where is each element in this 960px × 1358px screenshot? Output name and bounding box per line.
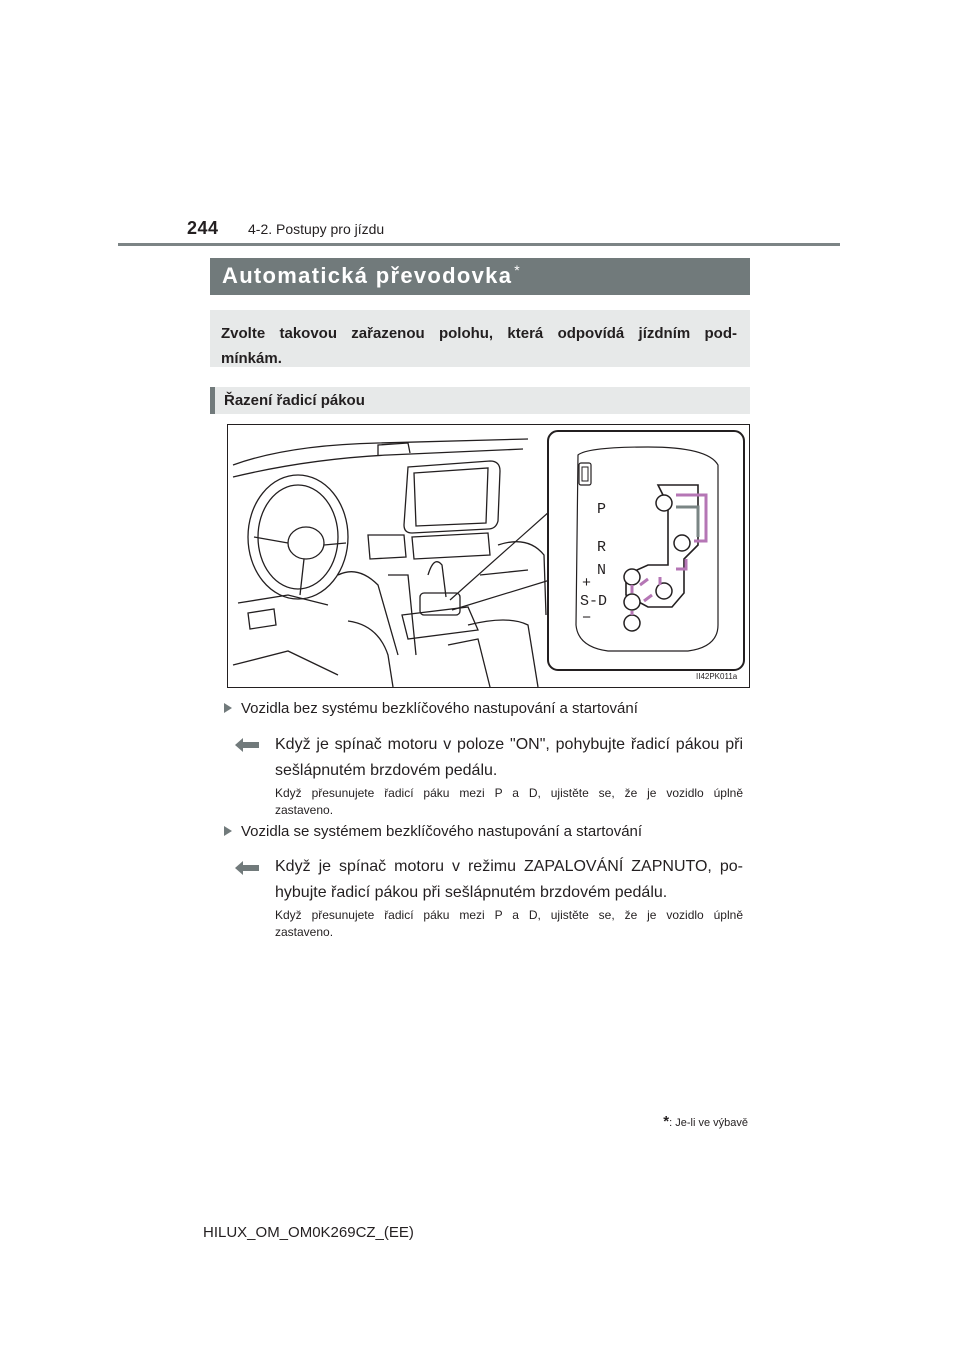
step-text: Když je spínač motoru v poloze "ON", pohybujte řadicí pákou při sešlápnutém brzdovém pedálu. bbox=[275, 736, 743, 779]
figure-code: II42PK011a bbox=[696, 672, 738, 681]
footnote-text: : Je-li ve výbavě bbox=[669, 1117, 748, 1129]
gate-label-r: R bbox=[597, 539, 607, 556]
illustration-svg bbox=[228, 425, 751, 689]
document-code: HILUX_OM_OM0K269CZ_(EE) bbox=[203, 1224, 414, 1241]
section-header: 4-2. Postupy pro jízdu bbox=[248, 221, 385, 237]
step-text: Když je spínač motoru v režimu ZAPALOVÁNÍ ZAPNUTO, po-hybujte řadicí pákou při sešlápnutém brzdovém pedálu. bbox=[275, 858, 743, 901]
note-text: Když přesunujete řadicí páku mezi P a D, ujistěte se, že je vozidlo úplně zastaveno. bbox=[275, 908, 743, 939]
bullet-text: Vozidla bez systému bezklíčového nastupování a startování bbox=[241, 700, 638, 717]
gate-label-plus: + bbox=[582, 575, 592, 592]
intro-text: Zvolte takovou zařazenou polohu, která odpovídá jízdním pod-mínkám. bbox=[221, 325, 737, 367]
left-arrow-icon bbox=[234, 860, 260, 876]
subheading-text: Řazení řadicí pákou bbox=[224, 392, 365, 409]
bullet-item-keyless bbox=[224, 823, 642, 840]
gate-label-p: P bbox=[597, 501, 607, 518]
gate-label-n: N bbox=[597, 562, 607, 579]
leader-lines bbox=[450, 511, 550, 610]
footnote bbox=[620, 1113, 748, 1130]
triangle-bullet-icon bbox=[224, 826, 232, 836]
shift-lever-illustration bbox=[227, 424, 750, 688]
triangle-bullet-icon bbox=[224, 703, 232, 713]
bullet-text: Vozidla se systémem bezklíčového nastupování a startování bbox=[241, 823, 643, 840]
subheading-bar bbox=[210, 387, 750, 414]
footnote-asterisk: * bbox=[663, 1113, 670, 1130]
intro-box bbox=[210, 310, 750, 367]
page-title bbox=[222, 263, 521, 289]
note-text: Když přesunujete řadicí páku mezi P a D, ujistěte se, že je vozidlo úplně zastaveno. bbox=[275, 786, 743, 817]
header-divider bbox=[118, 243, 840, 246]
page-title-text: Automatická převodovka bbox=[222, 263, 513, 288]
gate-label-sd: S-D bbox=[580, 593, 608, 610]
left-arrow-icon bbox=[234, 737, 260, 753]
dashboard-drawing bbox=[233, 439, 546, 687]
title-bar bbox=[210, 258, 750, 295]
title-asterisk-marker: * bbox=[514, 262, 521, 278]
page-number: 244 bbox=[187, 218, 219, 238]
bullet-item-no-keyless bbox=[224, 700, 638, 717]
gate-label-minus: − bbox=[582, 610, 592, 627]
